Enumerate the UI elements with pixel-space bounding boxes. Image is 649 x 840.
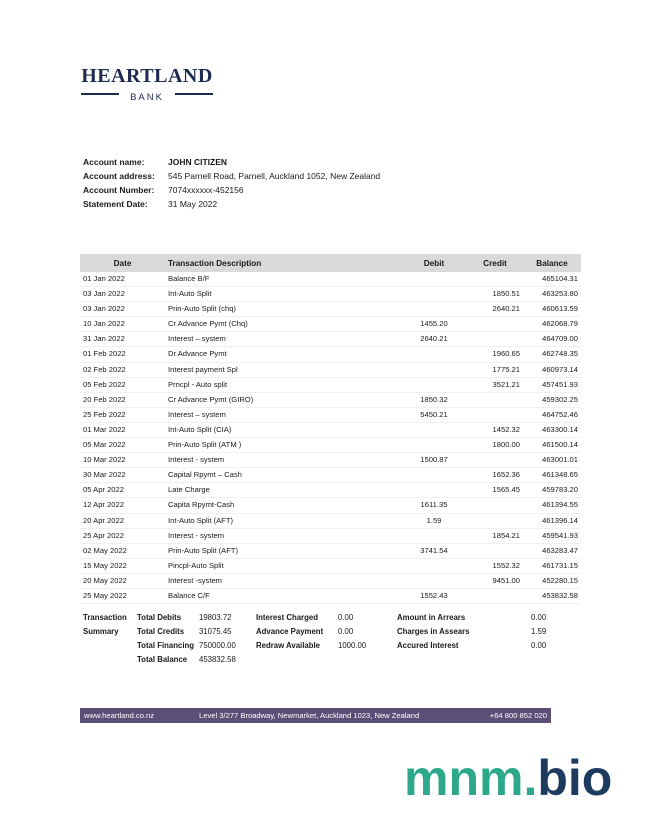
logo-sub (81, 87, 213, 103)
table-row (80, 543, 581, 558)
cell-date: 02 May 2022 (83, 545, 127, 555)
logo-sub-text: BANK (130, 92, 164, 103)
cell-credit (467, 543, 523, 558)
total-financing-label: Total Financing (137, 641, 195, 650)
cell-date: 31 Jan 2022 (83, 334, 125, 344)
cell-debit (401, 347, 467, 362)
cell-balance: 463253.80 (542, 289, 578, 299)
cell-credit (467, 317, 523, 332)
table-row (80, 468, 581, 483)
table-row (80, 513, 581, 528)
cell-date: 01 Mar 2022 (83, 424, 126, 434)
header-credit: Credit (467, 254, 523, 272)
cell-credit: 2640.21 (492, 304, 520, 314)
cell-description: Prin-Auto Split (AFT) (168, 545, 239, 555)
cell-date: 01 Feb 2022 (83, 349, 126, 359)
statement-date-row (83, 197, 380, 211)
cell-balance: 453832.58 (542, 590, 578, 600)
header-description: Transaction Description (165, 254, 401, 272)
total-balance-label: Total Balance (137, 655, 188, 664)
cell-date: 03 Jan 2022 (83, 304, 125, 314)
cell-description: Interest – system (168, 409, 226, 419)
cell-balance: 461394.55 (542, 500, 578, 510)
cell-debit (401, 558, 467, 573)
cell-debit (401, 362, 467, 377)
cell-credit: 1565.45 (492, 485, 520, 495)
cell-balance: 459541.93 (542, 530, 578, 540)
account-name-value: JOHN CITIZEN (168, 157, 228, 167)
cell-description: Balance C/F (168, 590, 210, 600)
cell-debit (401, 438, 467, 453)
cell-credit (467, 392, 523, 407)
logo-rule-right (175, 93, 213, 95)
table-row (80, 558, 581, 573)
cell-credit (467, 332, 523, 347)
logo-name: HEARTLAND (81, 65, 213, 87)
statement-date-value: 31 May 2022 (168, 199, 218, 209)
interest-charged-value: 0.00 (338, 613, 354, 622)
cell-balance: 461348.65 (542, 470, 578, 480)
cell-debit (401, 302, 467, 317)
table-row (80, 453, 581, 468)
cell-debit: 3741.54 (420, 545, 448, 555)
cell-balance: 457451.93 (542, 379, 578, 389)
cell-description: Late Charge (168, 485, 210, 495)
cell-description: Interest – system (168, 334, 226, 344)
table-row (80, 528, 581, 543)
cell-balance: 460973.14 (542, 364, 578, 374)
cell-balance: 459783.20 (542, 485, 578, 495)
footer-address: Level 3/277 Broadway, Newmarket, Auckland 1023, New Zealand (199, 711, 420, 720)
cell-credit: 1775.21 (492, 364, 520, 374)
cell-balance: 462748.35 (542, 349, 578, 359)
account-details (83, 155, 380, 211)
cell-date: 10 Mar 2022 (83, 455, 126, 465)
cell-description: Capital Rpymt – Cash (168, 470, 242, 480)
cell-description: Int-Auto Split (168, 289, 212, 299)
cell-description: Interest - system (168, 455, 225, 465)
cell-credit: 9451.00 (492, 575, 520, 585)
cell-date: 10 Jan 2022 (83, 319, 125, 329)
total-debits-label: Total Debits (137, 613, 182, 622)
cell-date: 05 Feb 2022 (83, 379, 126, 389)
cell-balance: 463001.01 (542, 455, 578, 465)
cell-description: Interest - system (168, 530, 225, 540)
cell-balance: 461500.14 (542, 440, 578, 450)
amount-in-arrears-value: 0.00 (531, 613, 547, 622)
total-debits-value: 19803.72 (199, 613, 232, 622)
cell-balance: 459302.25 (542, 394, 578, 404)
cell-balance: 464752.46 (542, 409, 578, 419)
table-row (80, 347, 581, 362)
account-number-row (83, 183, 380, 197)
header-debit: Debit (401, 254, 467, 272)
cell-credit: 1552.32 (492, 560, 520, 570)
table-row (80, 573, 581, 588)
cell-date: 02 Feb 2022 (83, 364, 126, 374)
cell-date: 05 Apr 2022 (83, 485, 124, 495)
cell-date: 15 May 2022 (83, 560, 127, 570)
account-address-row (83, 169, 380, 183)
cell-debit: 1455.20 (420, 319, 448, 329)
cell-debit: 5450.21 (420, 409, 448, 419)
cell-description: Prin-Auto Split (ATM ) (168, 440, 242, 450)
total-credits-label: Total Credits (137, 627, 185, 636)
cell-debit: 2640.21 (420, 334, 448, 344)
cell-date: 25 May 2022 (83, 590, 127, 600)
watermark-part-2: bio (537, 750, 613, 806)
cell-debit: 1611.35 (420, 500, 448, 510)
bank-logo (81, 65, 213, 103)
table-header-row (80, 254, 581, 272)
total-financing-value: 750000.00 (199, 641, 236, 650)
cell-date: 25 Feb 2022 (83, 409, 126, 419)
cell-credit: 1854.21 (492, 530, 520, 540)
statement-date-label: Statement Date: (83, 199, 148, 209)
summary-title-1: Transaction (83, 613, 127, 622)
account-name-label: Account name: (83, 157, 145, 167)
cell-credit (467, 513, 523, 528)
table-row (80, 302, 581, 317)
table-row (80, 588, 581, 603)
accrued-interest-label: Accured Interest (397, 641, 459, 650)
cell-debit: 1.59 (426, 515, 442, 525)
cell-balance: 461396.14 (542, 515, 578, 525)
cell-description: Prncpl - Auto split (168, 379, 228, 389)
cell-balance: 452280.15 (542, 575, 578, 585)
cell-debit (401, 422, 467, 437)
cell-credit: 1960.65 (492, 349, 520, 359)
table-row (80, 332, 581, 347)
cell-description: Pincpl-Auto Split (168, 560, 224, 570)
table-row (80, 317, 581, 332)
redraw-available-label: Redraw Available (256, 641, 320, 650)
table-row (80, 287, 581, 302)
cell-balance: 462068.79 (542, 319, 578, 329)
cell-date: 30 Mar 2022 (83, 470, 126, 480)
cell-balance: 465104.31 (542, 274, 578, 283)
cell-credit (467, 272, 523, 287)
cell-credit (467, 407, 523, 422)
cell-debit: 1850.32 (420, 394, 448, 404)
header-date: Date (80, 254, 165, 272)
account-address-label: Account address: (83, 171, 155, 181)
cell-credit (467, 498, 523, 513)
total-credits-value: 31075.45 (199, 627, 232, 636)
cell-balance: 463300.14 (542, 424, 578, 434)
cell-credit (467, 588, 523, 603)
cell-description: Int-Auto Split (AFT) (168, 515, 233, 525)
cell-credit (467, 453, 523, 468)
redraw-available-value: 1000.00 (338, 641, 367, 650)
charges-in-arrears-value: 1.59 (531, 627, 547, 636)
cell-description: Interest -system (168, 575, 223, 585)
advance-payment-label: Advance Payment (256, 627, 324, 636)
cell-date: 25 Apr 2022 (83, 530, 124, 540)
table-row (80, 362, 581, 377)
cell-description: Interest payment Spl (168, 364, 238, 374)
table-row (80, 392, 581, 407)
table-row (80, 377, 581, 392)
header-balance: Balance (523, 254, 581, 272)
table-row (80, 272, 581, 287)
summary-title-2: Summary (83, 627, 119, 636)
cell-debit (401, 573, 467, 588)
table-row (80, 407, 581, 422)
account-address-value: 545 Parnell Road, Parnell, Auckland 1052, New Zealand (168, 171, 381, 181)
account-number-value: 7074xxxxxx-452156 (168, 185, 244, 195)
cell-description: Dr Advance Pymt (168, 349, 227, 359)
cell-credit: 3521.21 (492, 379, 520, 389)
cell-debit (401, 483, 467, 498)
cell-credit: 1850.51 (492, 289, 520, 299)
cell-debit: 1552.43 (420, 590, 448, 600)
table-row (80, 483, 581, 498)
table-row (80, 422, 581, 437)
amount-in-arrears-label: Amount in Arrears (397, 613, 466, 622)
footer-bar (80, 708, 551, 723)
cell-balance: 461731.15 (542, 560, 578, 570)
cell-description: Prin-Auto Split (chq) (168, 304, 236, 314)
cell-date: 12 Apr 2022 (83, 500, 124, 510)
charges-in-arrears-label: Charges in Assears (397, 627, 470, 636)
cell-date: 03 Jan 2022 (83, 289, 125, 299)
cell-debit (401, 468, 467, 483)
account-number-label: Account Number: (83, 185, 155, 195)
cell-date: 01 Jan 2022 (83, 274, 125, 283)
cell-date: 20 Feb 2022 (83, 394, 126, 404)
account-name-row (83, 155, 380, 169)
cell-credit: 1652.36 (492, 470, 520, 480)
watermark-logo (404, 748, 612, 808)
cell-debit: 1500.87 (420, 455, 448, 465)
cell-credit: 1800.00 (492, 440, 520, 450)
cell-description: Capita Rpymt-Cash (168, 500, 235, 510)
cell-debit (401, 528, 467, 543)
cell-debit (401, 272, 467, 287)
cell-credit: 1452.32 (492, 424, 520, 434)
total-balance-value: 453832.58 (199, 655, 236, 664)
cell-debit (401, 287, 467, 302)
footer-phone: +64 800 852 020 (489, 711, 547, 720)
cell-description: Cr Advance Pymt (GIRO) (168, 394, 254, 404)
table-body (80, 272, 581, 604)
cell-debit (401, 377, 467, 392)
transactions-table (80, 254, 581, 604)
watermark-part-1: mnm. (404, 750, 538, 806)
cell-date: 05 Mar 2022 (83, 440, 126, 450)
cell-balance: 463283.47 (542, 545, 578, 555)
cell-date: 20 May 2022 (83, 575, 127, 585)
table-row (80, 438, 581, 453)
logo-rule-left (81, 93, 119, 95)
table-row (80, 498, 581, 513)
footer-website: www.heartland.co.nz (84, 711, 155, 720)
advance-payment-value: 0.00 (338, 627, 354, 636)
cell-balance: 464709.00 (542, 334, 578, 344)
accrued-interest-value: 0.00 (531, 641, 547, 650)
cell-description: Int-Auto Split (CIA) (168, 424, 232, 434)
cell-description: Cr Advance Pymt (Chq) (168, 319, 248, 329)
interest-charged-label: Interest Charged (256, 613, 318, 622)
cell-balance: 460613.59 (542, 304, 578, 314)
cell-description: Balance B/F (168, 274, 210, 283)
cell-date: 20 Apr 2022 (83, 515, 124, 525)
